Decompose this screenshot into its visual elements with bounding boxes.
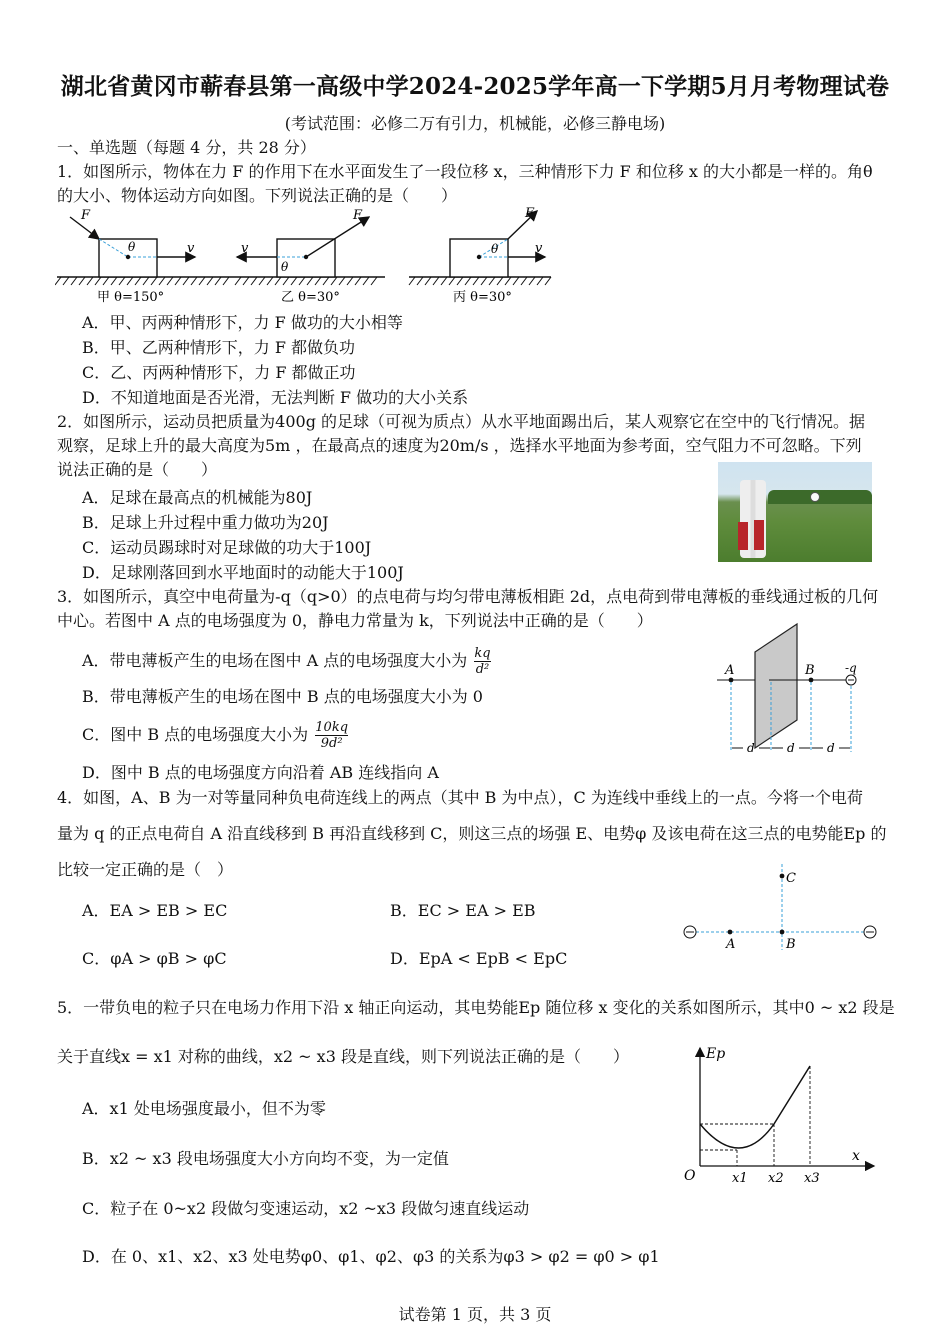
q4-point-a <box>728 930 733 935</box>
q1-stem-line2: 的大小、物体运动方向如图。下列说法正确的是（ ） <box>57 186 458 205</box>
q5-x-label: x <box>852 1148 860 1164</box>
q5-x1-label: x1 <box>732 1171 748 1186</box>
football-icon <box>810 492 820 502</box>
exam-title: 湖北省黄冈市蕲春县第一高级中学2024-2025学年高一下学期5月月考物理试卷 <box>60 73 890 100</box>
q1-jia-theta: θ <box>128 240 136 254</box>
q3-option-a-numerator: kq <box>474 646 491 661</box>
q2-option-b[interactable]: B．足球上升过程中重力做功为20J <box>82 513 329 532</box>
q4-label-c: C <box>786 871 796 886</box>
q1-option-b[interactable]: B．甲、乙两种情形下，力 F 都做负功 <box>82 338 356 357</box>
q1-force-figure <box>55 205 555 305</box>
q3-option-a-text: A．带电薄板产生的电场在图中 A 点的电场强度大小为 <box>82 651 468 670</box>
q1-yi-f-label: F <box>353 208 363 223</box>
q1-caption-yi: 乙 θ=30° <box>281 290 340 305</box>
q2-stem-line2: 观察，足球上升的最大高度为5m ，在最高点的速度为20m/s ，选择水平地面为参考面，空气阻力不可忽略。下列 <box>57 436 862 455</box>
q4-option-d[interactable]: D．EpA < EpB < EpC <box>390 949 568 968</box>
q3-point-a <box>729 678 734 683</box>
q1-option-d[interactable]: D．不知道地面是否光滑，无法判断 F 做功的大小关系 <box>82 388 469 407</box>
q1-jia-v-label: v <box>187 241 195 256</box>
q4-stem-line1: 4．如图，A、B 为一对等量同种负电荷连线上的两点（其中 B 为中点），C 为连线中垂线上的一点。今将一个电荷 <box>57 788 863 807</box>
q4-label-a: A <box>726 937 736 952</box>
q5-option-c[interactable]: C．粒子在 0~x2 段做匀变速运动，x2 ~x3 段做匀速直线运动 <box>82 1199 530 1218</box>
q3-point-b <box>809 678 814 683</box>
q5-option-a[interactable]: A．x1 处电场强度最小，但不为零 <box>82 1099 326 1118</box>
exam-scope: (考试范围：必修二万有引力，机械能，必修三静电场) <box>284 114 666 133</box>
q4-option-a[interactable]: A．EA > EB > EC <box>82 901 228 920</box>
q3-option-c-numerator: 10kq <box>315 720 349 735</box>
q1-bing-v-label: v <box>535 241 543 256</box>
q1-yi-v-label: v <box>241 241 249 256</box>
q4-charges-figure <box>678 858 888 958</box>
q5-x3-label: x3 <box>804 1171 820 1186</box>
section-heading: 一、单选题（每题 4 分，共 28 分） <box>57 138 316 157</box>
q3-plate-figure <box>715 620 865 760</box>
q4-option-b[interactable]: B．EC > EA > EB <box>390 901 536 920</box>
q3-label-charge: -q <box>845 661 857 675</box>
q1-bing-f-label: F <box>525 206 535 221</box>
q1-caption-bing: 丙 θ=30° <box>453 290 512 305</box>
q3-stem-line1: 3．如图所示，真空中电荷量为-q（q>0）的点电荷与均匀带电薄板相距 2d，点电荷到带电薄板的垂线通过板的几何 <box>57 587 879 606</box>
q5-x2-label: x2 <box>768 1171 784 1186</box>
q1-yi-theta: θ <box>281 260 289 274</box>
q1-figure-yi <box>235 208 385 305</box>
q3-dim-d2: d <box>787 741 795 755</box>
charged-plate <box>755 624 797 748</box>
q4-point-c <box>780 874 785 879</box>
q5-y-label: Ep <box>706 1046 726 1062</box>
q2-stem-line1: 2．如图所示，运动员把质量为400g 的足球（可视为质点）从水平地面踢出后，某人观察它在空中的飞行情况。据 <box>57 412 866 431</box>
q3-option-c-text: C．图中 B 点的电场强度大小为 <box>82 725 309 744</box>
q1-caption-jia: 甲 θ=150° <box>97 290 165 305</box>
q3-stem-line2: 中心。若图中 A 点的电场强度为 0，静电力常量为 k，下列说法中正确的是（ ） <box>57 611 653 630</box>
q5-ep-graph <box>680 1040 880 1190</box>
q1-stem-line1: 1．如图所示，物体在力 F 的作用下在水平面发生了一段位移 x，三种情形下力 F 和位移 x 的大小都是一样的。角θ <box>57 162 873 181</box>
q5-origin-label: O <box>684 1168 696 1184</box>
q1-figure-jia <box>55 208 235 305</box>
q1-jia-f-label: F <box>81 208 91 223</box>
q3-label-b: B <box>805 663 815 678</box>
q5-ep-curve <box>700 1066 810 1148</box>
q3-option-b[interactable]: B．带电薄板产生的电场在图中 B 点的电场强度大小为 0 <box>82 687 483 706</box>
q1-figure-bing <box>409 206 551 305</box>
q3-option-a[interactable] <box>82 646 491 677</box>
q2-option-c[interactable]: C．运动员踢球时对足球做的功大于100J <box>82 538 372 557</box>
q4-label-b: B <box>786 937 796 952</box>
q5-option-b[interactable]: B．x2 ~ x3 段电场强度大小方向均不变，为一定值 <box>82 1149 449 1168</box>
q5-stem-line2: 关于直线x = x1 对称的曲线，x2 ~ x3 段是直线，则下列说法正确的是（ ） <box>57 1047 629 1066</box>
q3-option-c-denominator: 9d² <box>320 736 343 751</box>
q2-stem-line3: 说法正确的是（ ） <box>57 460 218 479</box>
q1-bing-theta: θ <box>491 242 499 256</box>
page-footer: 试卷第 1 页，共 3 页 <box>398 1305 552 1324</box>
q3-option-d[interactable]: D．图中 B 点的电场强度方向沿着 AB 连线指向 A <box>82 763 439 782</box>
q5-stem-line1: 5．一带负电的粒子只在电场力作用下沿 x 轴正向运动，其电势能Ep 随位移 x 变化的关系如图所示，其中0 ~ x2 段是 <box>57 998 895 1017</box>
q2-football-photo <box>718 462 872 562</box>
q2-option-d[interactable]: D．足球刚落回到水平地面时的动能大于100J <box>82 563 404 582</box>
q3-option-c[interactable] <box>82 720 348 751</box>
q4-option-c[interactable]: C．φA > φB > φC <box>82 949 227 968</box>
q2-option-a[interactable]: A．足球在最高点的机械能为80J <box>82 488 313 507</box>
q4-stem-line2: 量为 q 的正点电荷自 A 沿直线移到 B 再沿直线移到 C，则这三点的场强 E、电势φ 及该电荷在这三点的电势能Ep 的 <box>57 824 887 843</box>
q3-label-a: A <box>725 663 735 678</box>
q1-option-c[interactable]: C．乙、丙两种情形下，力 F 都做正功 <box>82 363 356 382</box>
q5-option-d[interactable]: D．在 0、x1、x2、x3 处电势φ0、φ1、φ2、φ3 的关系为φ3 > φ2 = φ0 > φ1 <box>82 1247 660 1266</box>
q4-stem-line3: 比较一定正确的是（ ） <box>57 860 234 879</box>
q3-option-a-denominator: d² <box>475 662 490 677</box>
q3-dim-d1: d <box>747 741 755 755</box>
q4-point-b <box>780 930 785 935</box>
q3-dim-d3: d <box>827 741 835 755</box>
q1-option-a[interactable]: A．甲、丙两种情形下，力 F 做功的大小相等 <box>82 313 403 332</box>
